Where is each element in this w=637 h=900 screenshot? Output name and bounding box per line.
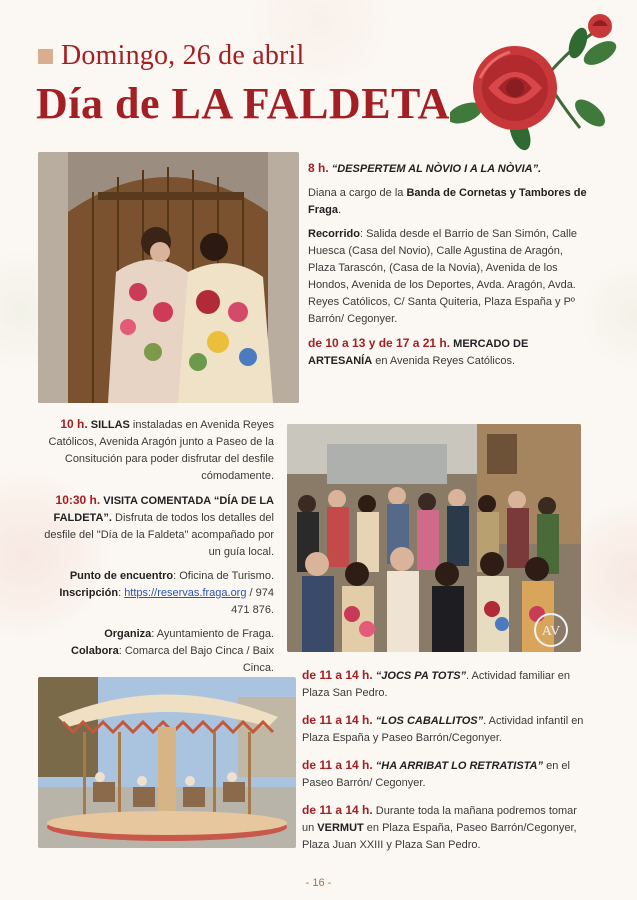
event-title: “LOS CABALLITOS” bbox=[375, 715, 484, 727]
route-label: Recorrido bbox=[308, 228, 360, 240]
event-visita bbox=[42, 492, 274, 561]
event-mercado bbox=[308, 335, 588, 370]
schedule-block-visit bbox=[42, 416, 274, 684]
photo-carousel bbox=[38, 677, 296, 848]
event-text: . Actividad infantil en Plaza España y Paseo Barrón/Cegonyer. bbox=[302, 715, 584, 744]
event-jocs bbox=[302, 667, 590, 702]
rose-illustration bbox=[450, 8, 620, 158]
event-title: MERCADO DE ARTESANÍA bbox=[308, 338, 529, 367]
event-text: . Actividad familiar en Plaza San Pedro. bbox=[302, 670, 570, 699]
photo-women-at-door bbox=[38, 152, 299, 403]
meeting-point bbox=[42, 568, 274, 585]
header-date bbox=[38, 40, 305, 72]
date-text: Domingo, 26 de abril bbox=[61, 40, 305, 71]
reservation-link[interactable]: https://reservas.fraga.org bbox=[124, 587, 247, 599]
event-time: de 11 a 14 h. bbox=[302, 803, 373, 817]
meeting-text: : Oficina de Turismo. bbox=[173, 570, 274, 582]
event-sillas bbox=[42, 416, 274, 485]
schedule-block-morning bbox=[308, 160, 588, 377]
event-title: VISITA COMENTADA “DÍA DE LA FALDETA”. bbox=[53, 495, 274, 524]
event-title: SILLAS bbox=[90, 419, 130, 431]
organizer-label: Organiza bbox=[104, 628, 152, 640]
event-text: instaladas en Avenida Reyes Católicos, Avenida Aragón junto a Paseo de la Consitución para poder disfrutar del desfile cómodamente. bbox=[48, 419, 274, 482]
event-text: en el Paseo Barrón/ Cegonyer. bbox=[302, 760, 570, 789]
photo-watermark: AV bbox=[541, 624, 561, 639]
bullet-square bbox=[38, 49, 53, 64]
page-number: - 16 - bbox=[305, 877, 332, 889]
inscription-sep: : bbox=[118, 587, 125, 599]
event-title: “HA ARRIBAT LO RETRATISTA” bbox=[375, 760, 544, 772]
collaborator bbox=[42, 643, 274, 677]
inscription bbox=[42, 585, 274, 619]
event-retratista bbox=[302, 757, 590, 792]
collaborator-label: Colabora bbox=[71, 645, 119, 657]
event-time: de 11 a 14 h. bbox=[302, 668, 373, 682]
organizer bbox=[42, 626, 274, 643]
event-time: de 11 a 14 h. bbox=[302, 758, 373, 772]
page-title: Día de LA FALDETA bbox=[36, 79, 450, 128]
description-text: . bbox=[337, 204, 342, 216]
event-despertem bbox=[308, 160, 588, 178]
band-name: Banda de Cornetas y Tambores de Fraga bbox=[308, 187, 587, 216]
event-text: en Plaza España, Paseo Barrón/Cegonyer, Plaza Juan XXIII y Plaza San Pedro. bbox=[302, 822, 577, 851]
photo-parade-crowd bbox=[287, 424, 581, 652]
meeting-label: Punto de encuentro bbox=[69, 570, 174, 582]
event-time: 10:30 h. bbox=[55, 493, 101, 507]
event-time: 10 h. bbox=[60, 417, 88, 431]
event-text: Durante toda la mañana podremos tomar un bbox=[302, 805, 577, 834]
event-time: 8 h. bbox=[308, 161, 329, 175]
inscription-label: Inscripción bbox=[59, 587, 119, 599]
event-title: “JOCS PA TOTS” bbox=[375, 670, 467, 682]
description-text: Diana a cargo de la bbox=[308, 187, 407, 199]
event-description bbox=[308, 185, 588, 219]
schedule-block-activities bbox=[302, 667, 590, 861]
background-flower-decoration bbox=[580, 260, 637, 370]
event-text: en Avenida Reyes Católicos. bbox=[372, 355, 516, 367]
event-vermut bbox=[302, 802, 590, 854]
event-time: de 11 a 14 h. bbox=[302, 713, 373, 727]
event-time: de 10 a 13 y de 17 a 21 h. bbox=[308, 336, 451, 350]
event-text: Disfruta de todos los detalles del desfile del "Día de la Faldeta" acompañado por un guía local. bbox=[44, 512, 274, 558]
event-title: “DESPERTEM AL NÒVIO I A LA NÒVIA”. bbox=[331, 163, 542, 175]
inscription-phone: / 974 471 876. bbox=[231, 587, 274, 616]
event-route bbox=[308, 226, 588, 328]
collaborator-text: : Comarca del Bajo Cinca / Baix Cinca. bbox=[118, 645, 274, 674]
route-text: : Salida desde el Barrio de San Simón, Calle Huesca (Casa del Novio), Calle Agustina de Aragón, Plaza Tarascón, (Casa de la Novia), Avenida de los Hondos, Avenida de los Deportes, Avda. Aragón, Avda. Reyes Católicos, C/ Santa Quiteria, Plaza España y Pº Barrón/ Cegonyer. bbox=[308, 228, 578, 325]
event-title: VERMUT bbox=[317, 822, 364, 834]
event-caballitos bbox=[302, 712, 590, 747]
organizer-text: : Ayuntamiento de Fraga. bbox=[151, 628, 274, 640]
